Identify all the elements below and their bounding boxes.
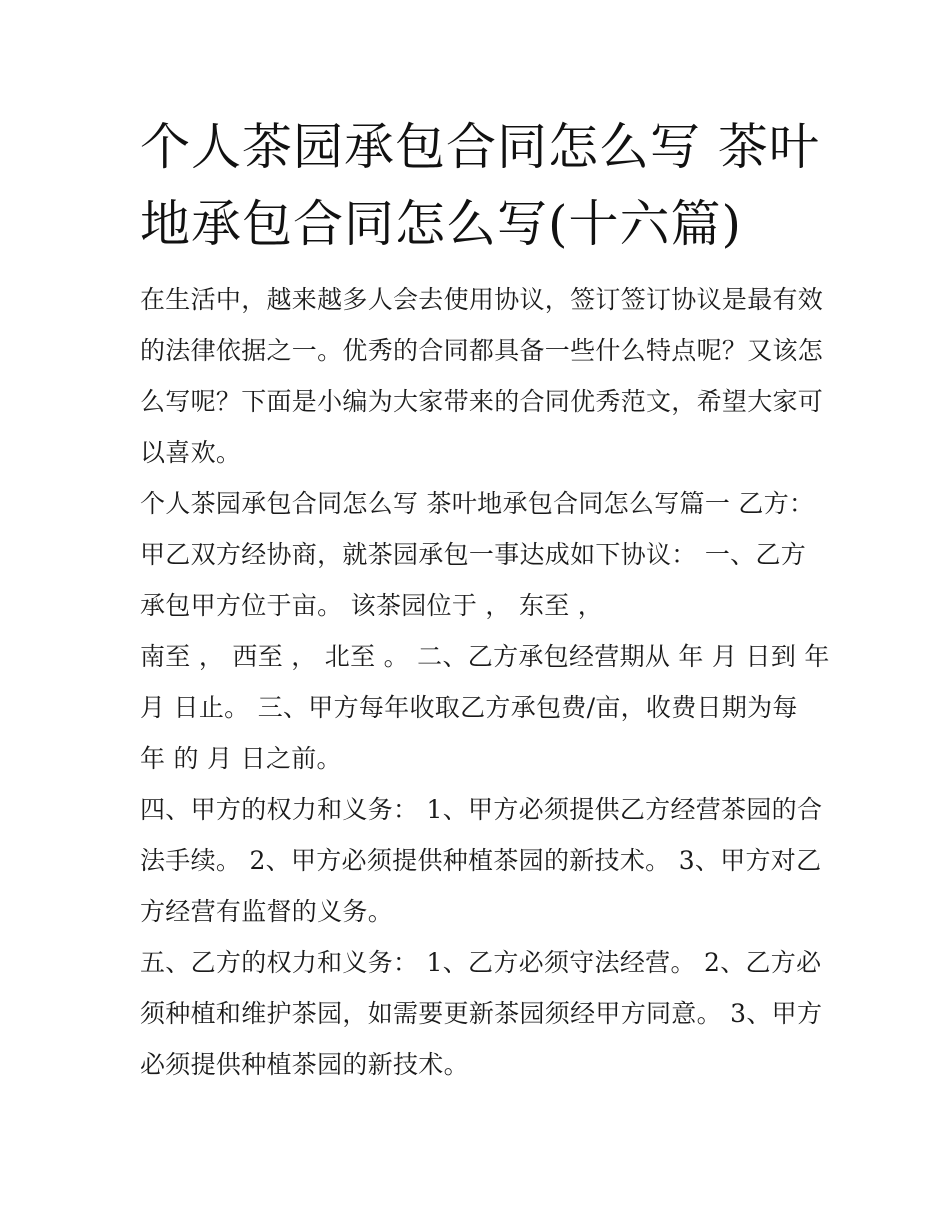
section-line-12: 必须提供种植茶园的新技术。 [140,1050,469,1079]
section-line-1: 个人茶园承包合同怎么写 茶叶地承包合同怎么写篇一 乙方： [140,489,815,518]
section-line-9: 方经营有监督的义务。 [140,897,394,926]
document-title-line-2: 地承包合同怎么写(十六篇) [140,195,743,253]
document-title-line-1: 个人茶园承包合同怎么写 茶叶 [140,118,820,176]
section-line-8: 法手续。 2、甲方必须提供种植茶园的新技术。 3、甲方对乙 [140,846,822,875]
intro-line-3: 么写呢？下面是小编为大家带来的合同优秀范文，希望大家可 [140,387,824,416]
section-line-7: 四、甲方的权力和义务： 1、甲方必须提供乙方经营茶园的合 [140,795,823,824]
section-line-5: 月 日止。 三、甲方每年收取乙方承包费/亩，收费日期为每 [140,693,798,722]
intro-line-2: 的法律依据之一。优秀的合同都具备一些什么特点呢？又该怎 [140,336,824,365]
section-line-6: 年 的 月 日之前。 [140,744,342,773]
section-line-2: 甲乙双方经协商，就茶园承包一事达成如下协议： 一、乙方 [140,540,807,569]
intro-line-1: 在生活中，越来越多人会去使用协议，签订签订协议是最有效 [140,285,824,314]
section-line-10: 五、乙方的权力和义务： 1、乙方必须守法经营。 2、乙方必 [140,948,822,977]
section-line-4: 南至 ， 西至 ， 北至 。 二、乙方承包经营期从 年 月 日到 年 [140,642,830,671]
section-line-3: 承包甲方位于亩。 该茶园位于 ， 东至 ， [140,591,604,620]
intro-line-4: 以喜欢。 [140,438,242,467]
section-line-11: 须种植和维护茶园，如需要更新茶园须经甲方同意。 3、甲方 [140,999,823,1028]
